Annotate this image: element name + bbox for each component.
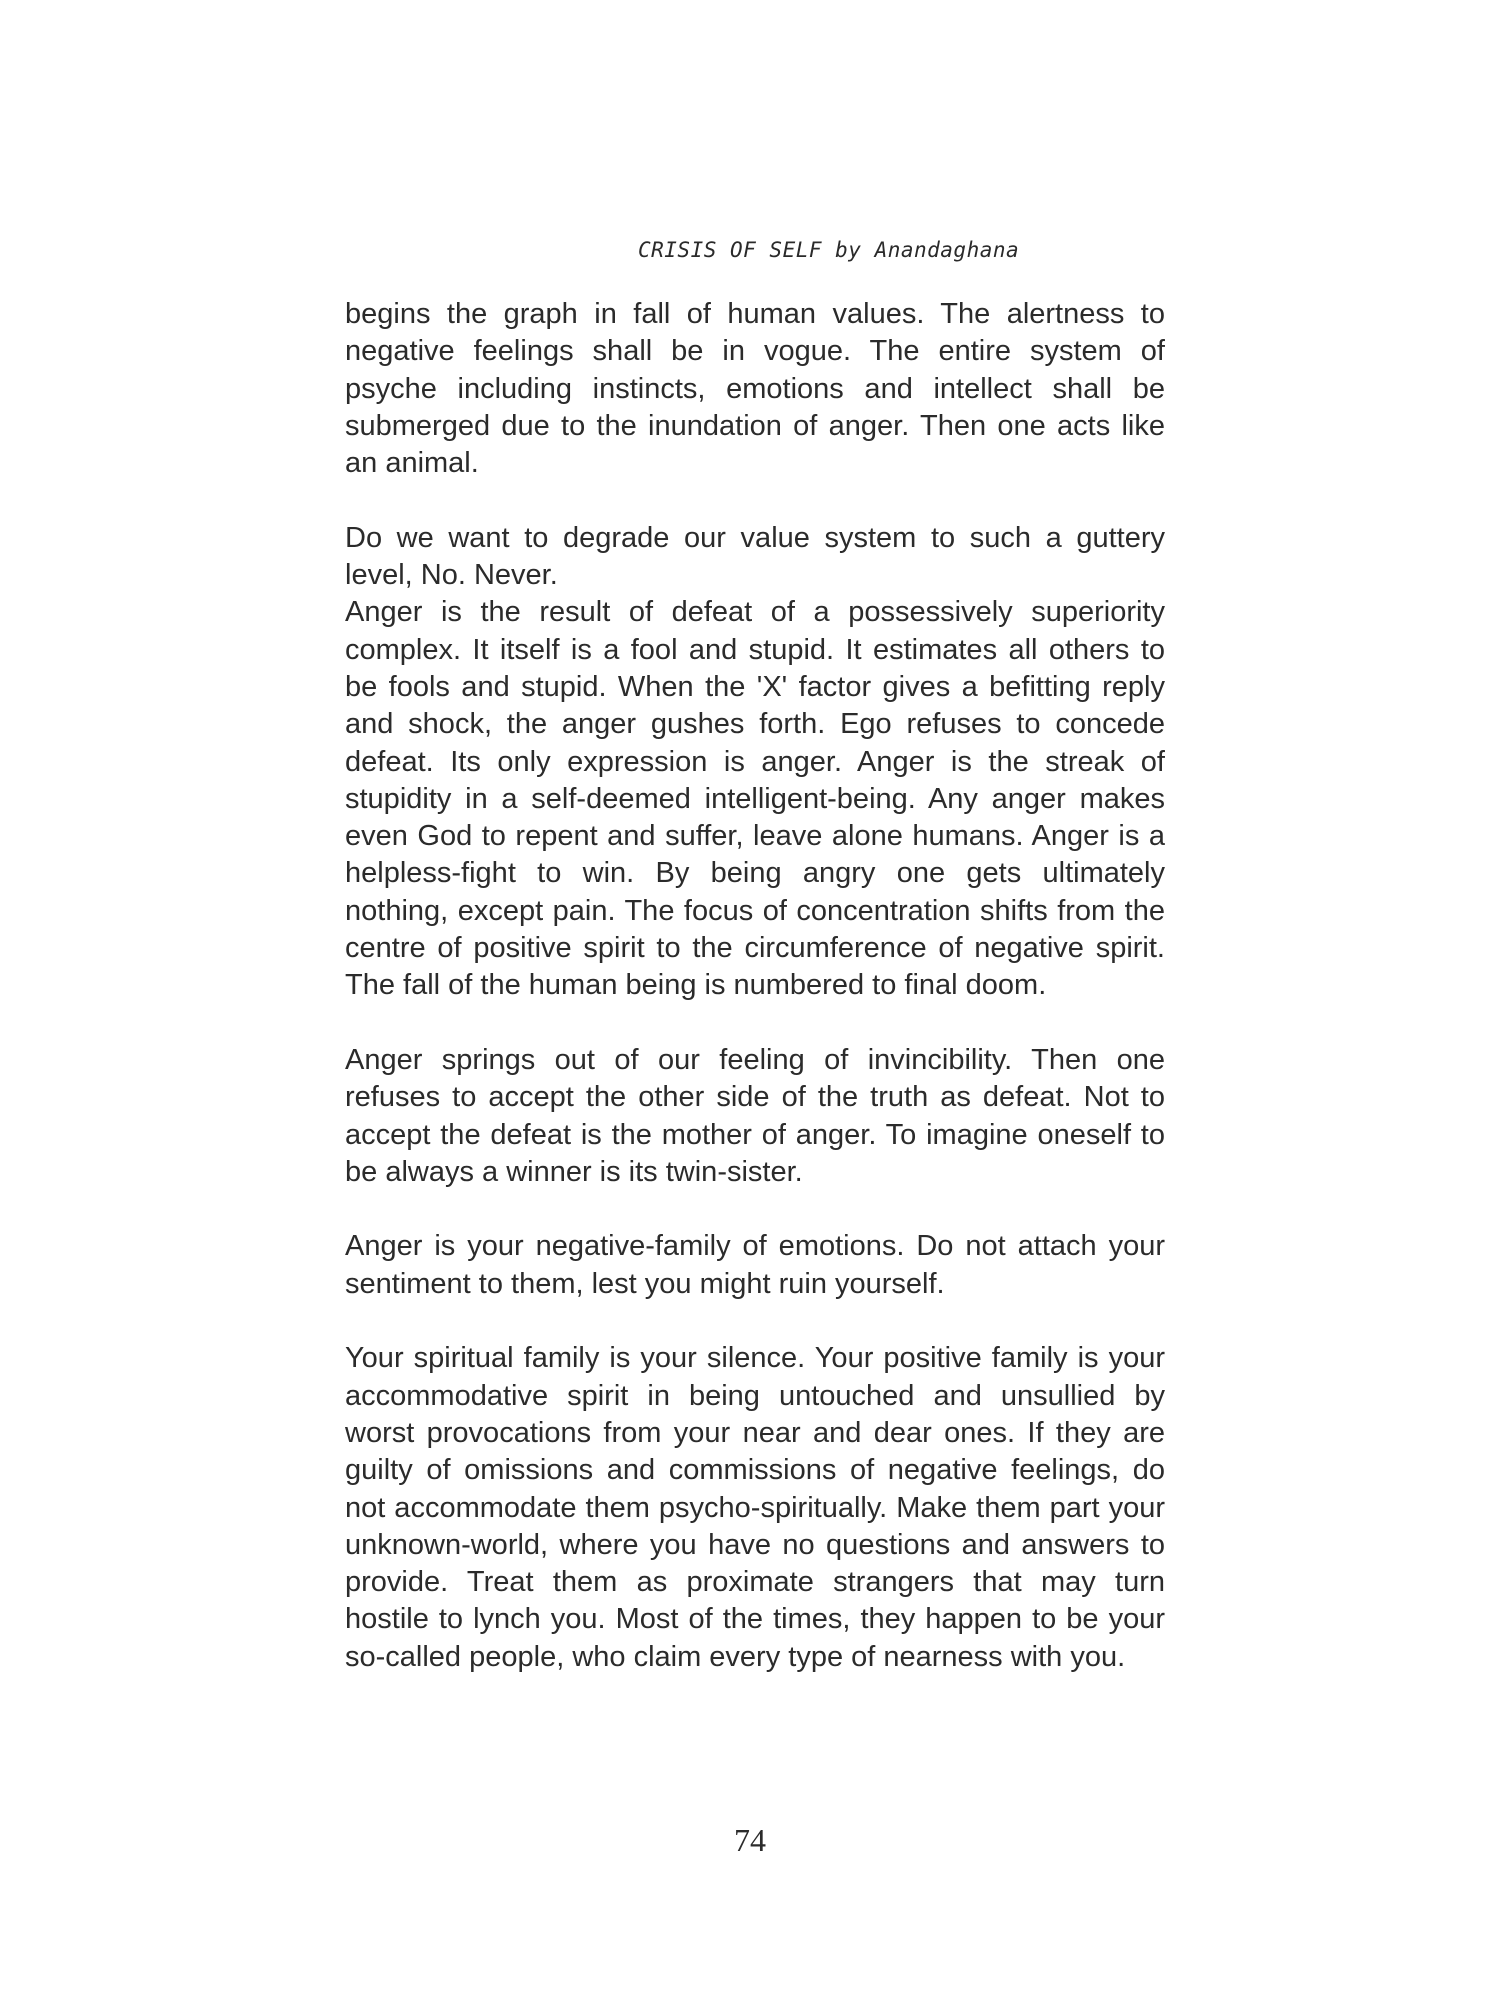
paragraph-2: Do we want to degrade our value system to such a guttery level, No. Never.: [345, 521, 1165, 592]
paragraph-5: Anger is your negative-family of emotions. Do not attach your sentiment to them, lest you might ruin yourself.: [345, 1230, 1165, 1300]
paragraph-4: Anger springs out of our feeling of invincibility. Then one refuses to accept the other side of the truth as defeat. Not to accept the defeat is the mother of anger. To imagine oneself to be always a winner is its twin-sister.: [345, 1043, 1165, 1188]
running-header: CRISIS OF SELF by Anandaghana: [638, 238, 1020, 262]
paragraph-1: begins the graph in fall of human values. The alertness to negative feelings shall be in vogue. The entire system of psyche including instincts, emotions and intellect shall be submerged due to the inundation of anger. Then one acts like an animal.: [345, 298, 1165, 480]
body-text: [345, 296, 1165, 1676]
paragraph-3: Anger is the result of defeat of a possessively superiority complex. It itself is a fool and stupid. It estimates all others to be fools and stupid. When the 'X' factor gives a befitting reply and shock, the anger gushes forth. Ego refuses to concede defeat. Its only expression is anger. Anger is the streak of stupidity in a self-deemed intelligent-being. Any anger makes even God to repent and suffer, leave alone humans. Anger is a helpless-fight to win. By being angry one gets ultimately nothing, except pain. The focus of concentration shifts from the centre of positive spirit to the circumference of negative spirit. The fall of the human being is numbered to final doom.: [345, 596, 1165, 1002]
page-number: 74: [734, 1822, 766, 1858]
paragraph-6: Your spiritual family is your silence. Your positive family is your accommodative spirit in being untouched and unsullied by worst provocations from your near and dear ones. If they are guilty of omissions and commissions of negative feelings, do not accommodate them psycho-spiritually. Make them part your unknown-world, where you have no questions and answers to provide. Treat them as proximate strangers that may turn hostile to lynch you. Most of the times, they happen to be your so-called people, who claim every type of nearness with you.: [345, 1342, 1165, 1673]
